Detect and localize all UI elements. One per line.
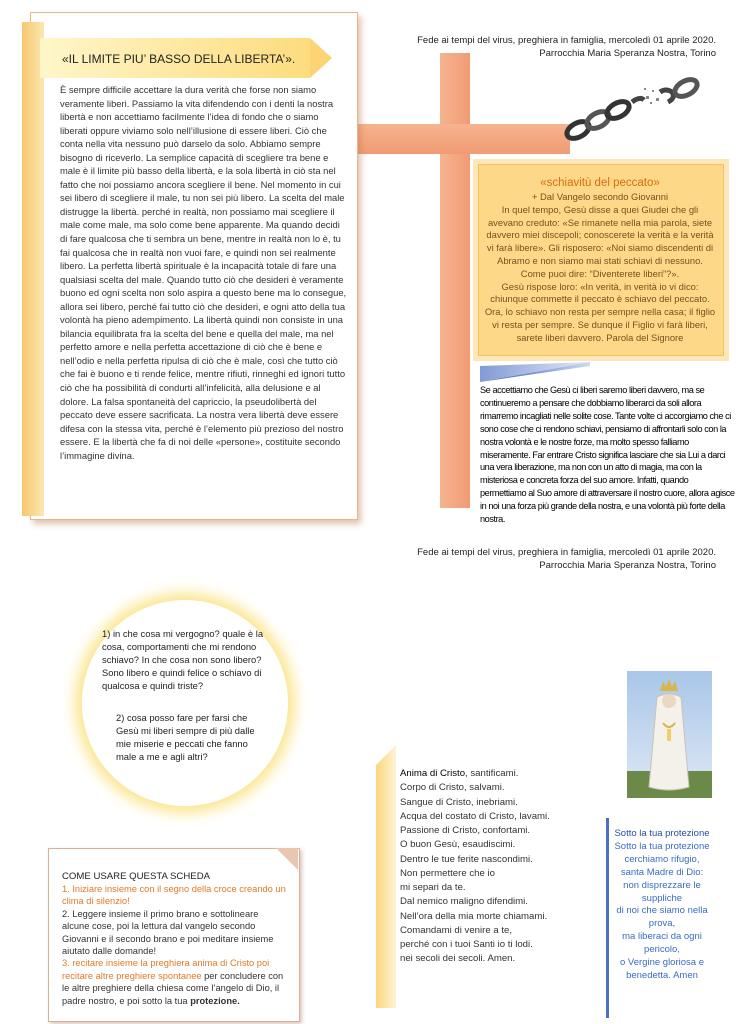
howto-title: COME USARE QUESTA SCHEDA (62, 871, 211, 882)
gospel-title: «schiavitù del peccato» (540, 177, 660, 189)
prayer-line: O buon Gesù, esaudiscimi. (400, 839, 516, 851)
gospel-line: Gesù rispose loro: «In verità, in verità io vi dico: chiunque commette il peccato è schiavo del peccato. Ora, lo schiavo non resta per sempre nella casa; il figlio vi resta per sempre. Se dunque il Figlio vi farà liberi, sarete liberi davvero. Parola del Signore (484, 280, 716, 343)
prayer-line: mi separi da te. (400, 882, 466, 893)
howto-steps (62, 883, 286, 1007)
protection-title: Sotto la tua protezione (614, 828, 710, 839)
protection-line: o Vergine gloriosa e (620, 957, 704, 969)
prayer-line: Corpo di Cristo, salvami. (400, 782, 505, 794)
protection-line: prova, (648, 918, 676, 930)
prayer-line: Non permettere che io (400, 867, 495, 879)
prayer-line: Comandami di venire a te, (400, 924, 512, 936)
prayer-title: Anima di Cristo (400, 768, 466, 779)
prayer-line: Passione di Cristo, confortami. (400, 825, 531, 836)
gospel-line: + Dal Vangelo secondo Giovanni (531, 191, 669, 202)
blue-pennant-decoration (480, 362, 590, 382)
prayer-line: Dentro le tue ferite nascondimi. (400, 853, 533, 865)
howto-step-3-orange: 3. recitare insieme la preghiera anima di Cristo poi recitare altre preghiere spontanee (62, 958, 270, 981)
main-card-strip (22, 22, 44, 516)
prayer-line: Dal nemico maligno difendimi. (400, 896, 528, 908)
broken-chain-icon (560, 70, 710, 150)
header-mid-line2: Parrocchia Maria Speranza Nostra, Torino (539, 560, 716, 571)
protection-line: non disprezzare le (623, 879, 701, 891)
cross-horizontal-beam (356, 124, 570, 154)
gospel-line: In quel tempo, Gesù disse a quei Giudei che gli avevano creduto: «Se rimanete nella mia parola, siete davvero miei discepoli; conoscerete la verità e la verità vi farà libere». Gli risposero: «Noi siamo discendenti di Abramo e non siamo mai stati schiavi di nessuno. Come puoi dire: “Diventerete liberi”?». (486, 203, 714, 279)
prayer-strip-fold (376, 745, 396, 765)
reflection-text: Se accettiamo che Gesù ci liberi saremo liberi davvero, ma se continueremo a pensare che dobbiamo liberarci da soli allora rimarremo incagliati nelle solite cose. Tante volte ci accorgiamo che ci sono cose che ci rendono schiavi, pensiamo di affrontarli solo con la nostra volontà e le nostre forze, ma molto spesso falliamo miseramente. Far entrare Cristo significa lasciare che sia Lui a darci una vera liberazione, ma non con un atto di magia, ma con la misteriosa e concreta forza del suo amore. Infatti, quando permettiamo al Suo amore di attraversare il nostro cuore, allora agisce in noi una forza più grande della nostra, e una volontà più forte della nostra. (480, 385, 735, 525)
question-1: 1) in che cosa mi vergogno? quale è la cosa, comportamenti che mi rendono schiavo? In che cosa non sono libero? Sono libero e quindi felice o schiavo di qualcosa e quindi triste? (102, 628, 264, 691)
protection-line: ma liberaci da ogni (622, 931, 702, 943)
article-title: «IL LIMITE PIU’ BASSO DELLA LIBERTA’». (62, 52, 296, 66)
header-mid-line1: Fede ai tempi del virus, preghiera in famiglia, mercoledì 01 aprile 2020. (417, 547, 716, 558)
protection-line: pericolo, (644, 944, 680, 956)
prayer-line: Nell’ora della mia morte chiamami. (400, 910, 548, 922)
protection-line: benedetta. Amen (626, 969, 698, 981)
protection-accent-bar (606, 818, 609, 1018)
cross-vertical-beam (440, 53, 470, 508)
article-body: È sempre difficile accettare la dura verità che forse non siamo veramente liberi. Passiamo la vita difendendo con i denti la nostra libertà e non accettiamo facilmente l’idea di fondo che o siamo liberati oppure viviamo solo nell’illusione di essere liberi. Ciò che conta nella vita nessuno può darselo da solo. Abbiamo sempre bisogno di riceverlo. La semplice capacità di scegliere tra bene e male è il limite più basso della libertà, e la sola libertà in ciò sta nel fatto che noi possiamo ancora scegliere il bene. Nel momento in cui sei libero di scegliere il male, tu non sei più libero. La scelta del male distrugge la libertà. perché in realtà, non possiamo mai scegliere il male come male, ma solo come bene apparente. Ma quando decidi di fare qualcosa che ti sembra un bene, mentre in realtà non lo è, tu fai qualcosa che in realtà non vuoi fare, e quindi non sei realmente libero. La perfetta libertà spirituale è la incapacità totale di fare una qualsiasi scelta del male. Quando tutto ciò che desideri è veramente buono ed ogni scelta non solo aspira a questo bene ma lo consegue, allora sei libero, perché fai tutto ciò che desideri, e ogni atto della tua volontà ha pieno adempimento. La libertà quindi non consiste in una bilancia equilibrata fra la scelta del bene e quella del male, ma nel perfetto amore e nella perfetta accettazione di ciò che è bene e nell’odio e nella perfetta ripulsa di ciò che è male, così che tutto ciò che fai è buono e ti rende felice, mentre rifiuti, rinneghi ed ignori tutto ciò che ha possibilità di condurti all’infelicità, alla delusione e al dolore. La falsa spontaneità del capriccio, la pseudolibertà del peccato deve essere sacrificata. La nostra vera libertà deve essere difesa con la stessa vita, perché è l’elemento più prezioso del nostro essere. E la libertà che fa di noi delle «persone», costituite secondo l’immagine divina. (60, 84, 347, 461)
prayer-line: Sangue di Cristo, inebriami. (400, 796, 518, 808)
protection-line: santa Madre di Dio: (620, 866, 704, 878)
protection-line: suppliche (641, 892, 683, 904)
protection-line: cerchiamo rifugio, (624, 853, 700, 865)
prayer-line: nei secoli dei secoli. Amen. (400, 953, 516, 965)
title-banner-arrow (310, 38, 332, 78)
header-mid (396, 546, 716, 572)
protection-prayer (610, 828, 714, 983)
madonna-statue-image (627, 671, 712, 798)
anima-di-cristo-prayer (400, 767, 600, 967)
header-top-line1: Fede ai tempi del virus, preghiera in famiglia, mercoledì 01 aprile 2020. (417, 35, 716, 46)
howto-step-3-rest: per concludere con le altre preghiere della chiesa come l’angelo di Dio, il padre nostro, e poi sotto la tua (62, 970, 284, 1006)
protection-line: Sotto la tua protezione (614, 840, 710, 852)
prayer-strip (376, 745, 396, 1008)
howto-step-2: 2. Leggere insieme il primo brano e sottolineare alcune cose, poi la lettura dal vangelo secondo Giovanni e il secondo brano e poi meditare insieme aiutato dalle domande! (62, 908, 274, 957)
prayer-line: Acqua del costato di Cristo, lavami. (400, 810, 550, 822)
prayer-first-line (400, 767, 600, 781)
prayer-line: perché con i tuoi Santi io ti lodi. (400, 939, 533, 950)
howto-card-corner (276, 848, 298, 870)
howto-step-3 (62, 957, 286, 1007)
header-top-line2: Parrocchia Maria Speranza Nostra, Torino (539, 48, 716, 59)
protection-line: di noi che siamo nella (616, 905, 708, 917)
prayer-title-rest: , santificami. (465, 768, 519, 779)
gospel-text (484, 191, 716, 345)
howto-step-1: 1. Iniziare insieme con il segno della croce creando un clima di silenzio! (62, 884, 286, 907)
question-2: 2) cosa posso fare per farsi che Gesù mi liberi sempre di più dalle mie miserie e peccati che fanno male a me e agli altri? (116, 712, 255, 762)
howto-step-3-bold: protezione. (190, 995, 240, 1006)
